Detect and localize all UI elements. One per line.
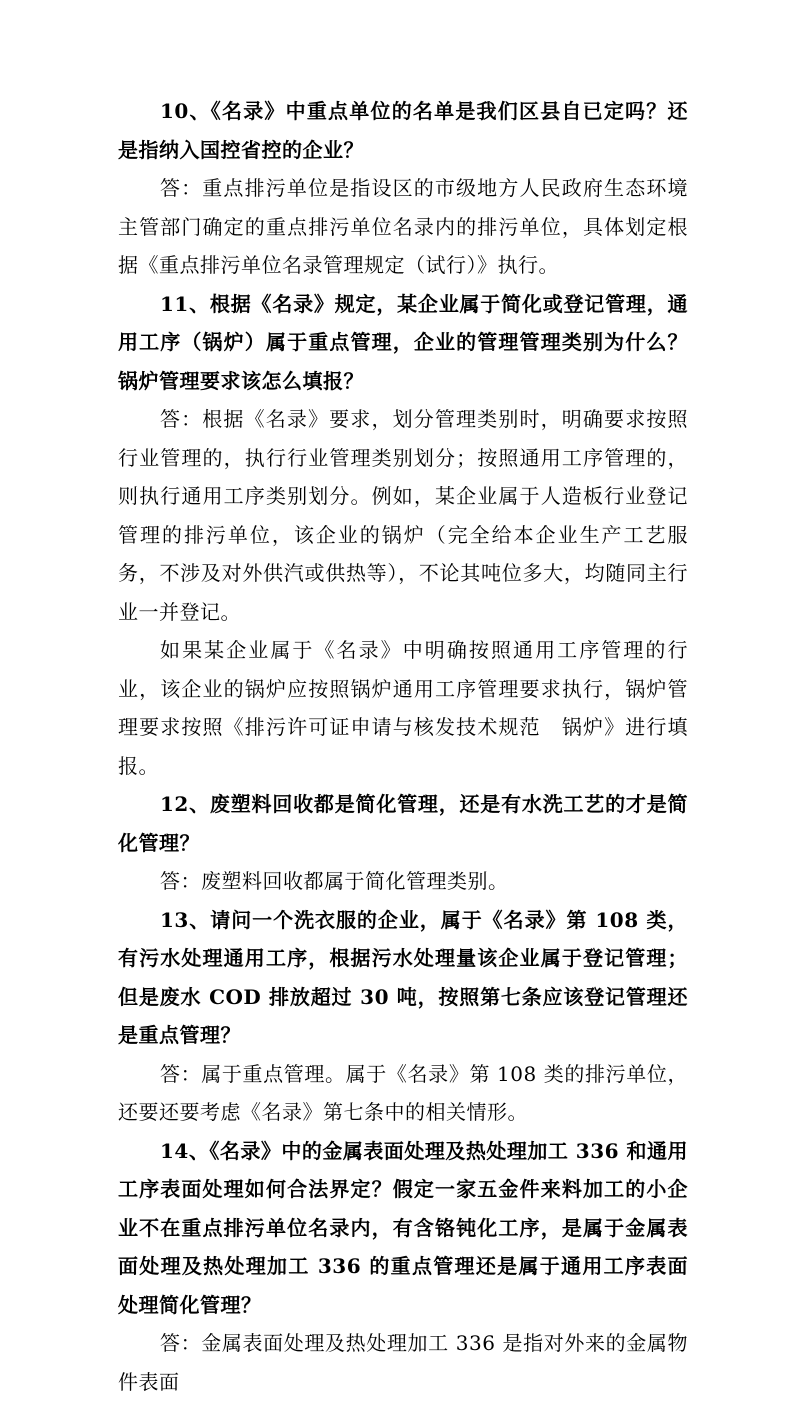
question-10: 10、《名录》中重点单位的名单是我们区县自已定吗？还是指纳入国控省控的企业？ <box>118 99 688 162</box>
answer-13: 答：属于重点管理。属于《名录》第 108 类的排污单位，还要还要考虑《名录》第七条中的相关情形。 <box>118 1061 688 1124</box>
question-13: 13、请问一个洗衣服的企业，属于《名录》第 108 类，有污水处理通用工序，根据污水处理量该企业属于登记管理；但是废水 COD 排放超过 30 吨，按照第七条应该登记管理还是重点管理？ <box>118 907 688 1047</box>
document-page <box>118 92 688 1401</box>
question-14: 14、《名录》中的金属表面处理及热处理加工 336 和通用工序表面处理如何合法界定？假定一家五金件来料加工的小企业不在重点排污单位名录内，有含铬钝化工序，是属于金属表面处理及热处理加工 336 的重点管理还是属于通用工序表面处理简化管理？ <box>118 1138 689 1317</box>
answer-11-part-2: 如果某企业属于《名录》中明确按照通用工序管理的行业，该企业的锅炉应按照锅炉通用工序管理要求执行，锅炉管理要求按照《排污许可证申请与核发技术规范 锅炉》进行填报。 <box>118 638 688 778</box>
question-11: 11、根据《名录》规定，某企业属于简化或登记管理，通用工序（锅炉）属于重点管理，企业的管理管理类别为什么？锅炉管理要求该怎么填报？ <box>118 291 688 393</box>
answer-11-part-1: 答：根据《名录》要求，划分管理类别时，明确要求按照行业管理的，执行行业管理类别划分；按照通用工序管理的，则执行通用工序类别划分。例如，某企业属于人造板行业登记管理的排污单位，该企业的锅炉（完全给本企业生产工艺服务，不涉及对外供汽或供热等），不论其吨位多大，均随同主行业一并登记。 <box>118 407 688 624</box>
answer-10: 答：重点排污单位是指设区的市级地方人民政府生态环境主管部门确定的重点排污单位名录内的排污单位，具体划定根据《重点排污单位名录管理规定（试行）》执行。 <box>118 176 688 277</box>
answer-12: 答：废塑料回收都属于简化管理类别。 <box>160 869 509 893</box>
answer-14: 答：金属表面处理及热处理加工 336 是指对外来的金属物件表面 <box>118 1331 688 1394</box>
question-12: 12、废塑料回收都是简化管理，还是有水洗工艺的才是简化管理？ <box>118 792 688 855</box>
